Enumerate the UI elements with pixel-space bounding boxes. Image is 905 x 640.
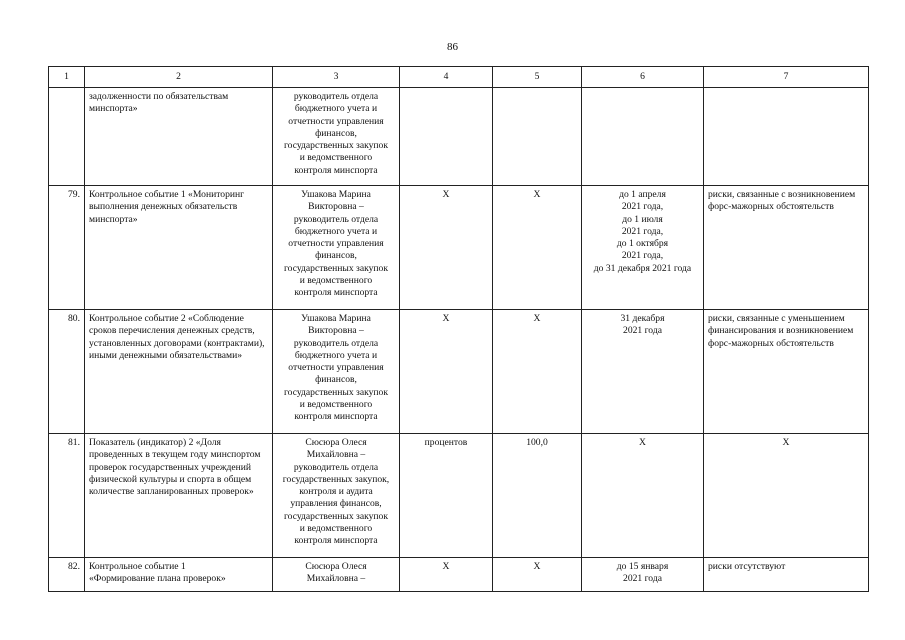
page-number: 86 xyxy=(447,41,458,53)
column-header: 7 xyxy=(704,67,869,88)
row-number: 81. xyxy=(49,434,85,558)
event-name: Контрольное событие 1 «Мониторинг выполнения денежных обязательств минспорта» xyxy=(85,186,273,310)
deadline-cell: до 15 января 2021 года xyxy=(582,558,704,592)
responsible-person: Ушакова Марина Викторовна – руководитель отдела бюджетного учета и отчетности управления финансов, государственных закупок и ведомственного контроля минспорта xyxy=(273,186,400,310)
deadline-cell xyxy=(582,88,704,186)
responsible-person: Сюсюра Олеся Михайловна – xyxy=(273,558,400,592)
column-header: 3 xyxy=(273,67,400,88)
table-row xyxy=(49,434,869,558)
risks-cell: Х xyxy=(704,434,869,558)
event-name: Контрольное событие 1 «Формирование плана проверок» xyxy=(85,558,273,592)
event-name: Контрольное событие 2 «Соблюдение сроков перечисления денежных средств, установленных договорами (контрактами), иными денежными обязательствами» xyxy=(85,310,273,434)
responsible-person: Ушакова Марина Викторовна – руководитель отдела бюджетного учета и отчетности управления финансов, государственных закупок и ведомственного контроля минспорта xyxy=(273,310,400,434)
unit-cell: Х xyxy=(400,310,493,434)
responsible-person: руководитель отдела бюджетного учета и отчетности управления финансов, государственных закупок и ведомственного контроля минспорта xyxy=(273,88,400,186)
header-row xyxy=(49,67,869,88)
risks-cell: риски, связанные с возникновением форс-мажорных обстоятельств xyxy=(704,186,869,310)
unit-cell: Х xyxy=(400,186,493,310)
value-cell xyxy=(493,88,582,186)
table-row xyxy=(49,88,869,186)
table-row xyxy=(49,186,869,310)
unit-cell xyxy=(400,88,493,186)
column-header: 5 xyxy=(493,67,582,88)
risks-cell xyxy=(704,88,869,186)
column-header: 1 xyxy=(49,67,85,88)
column-header: 2 xyxy=(85,67,273,88)
risks-cell: риски, связанные с уменьшением финансирования и возникновением форс-мажорных обстоятельств xyxy=(704,310,869,434)
deadline-cell: 31 декабря 2021 года xyxy=(582,310,704,434)
value-cell: Х xyxy=(493,558,582,592)
event-name: задолженности по обязательствам минспорта» xyxy=(85,88,273,186)
row-number: 80. xyxy=(49,310,85,434)
unit-cell: Х xyxy=(400,558,493,592)
row-number: 79. xyxy=(49,186,85,310)
deadline-cell: до 1 апреля 2021 года, до 1 июля 2021 года, до 1 октября 2021 года, до 31 декабря 2021 года xyxy=(582,186,704,310)
event-name: Показатель (индикатор) 2 «Доля проведенных в текущем году минспортом проверок государственных учреждений физической культуры и спорта в общем количестве запланированных проверок» xyxy=(85,434,273,558)
column-header: 4 xyxy=(400,67,493,88)
table-row xyxy=(49,558,869,592)
unit-cell: процентов xyxy=(400,434,493,558)
responsible-person: Сюсюра Олеся Михайловна – руководитель отдела государственных закупок, контроля и аудита управления финансов, государственных закупок и ведомственного контроля минспорта xyxy=(273,434,400,558)
value-cell: 100,0 xyxy=(493,434,582,558)
column-header: 6 xyxy=(582,67,704,88)
risks-cell: риски отсутствуют xyxy=(704,558,869,592)
deadline-cell: Х xyxy=(582,434,704,558)
value-cell: Х xyxy=(493,310,582,434)
row-number xyxy=(49,88,85,186)
plan-table xyxy=(48,66,869,592)
row-number: 82. xyxy=(49,558,85,592)
table-row xyxy=(49,310,869,434)
value-cell: Х xyxy=(493,186,582,310)
